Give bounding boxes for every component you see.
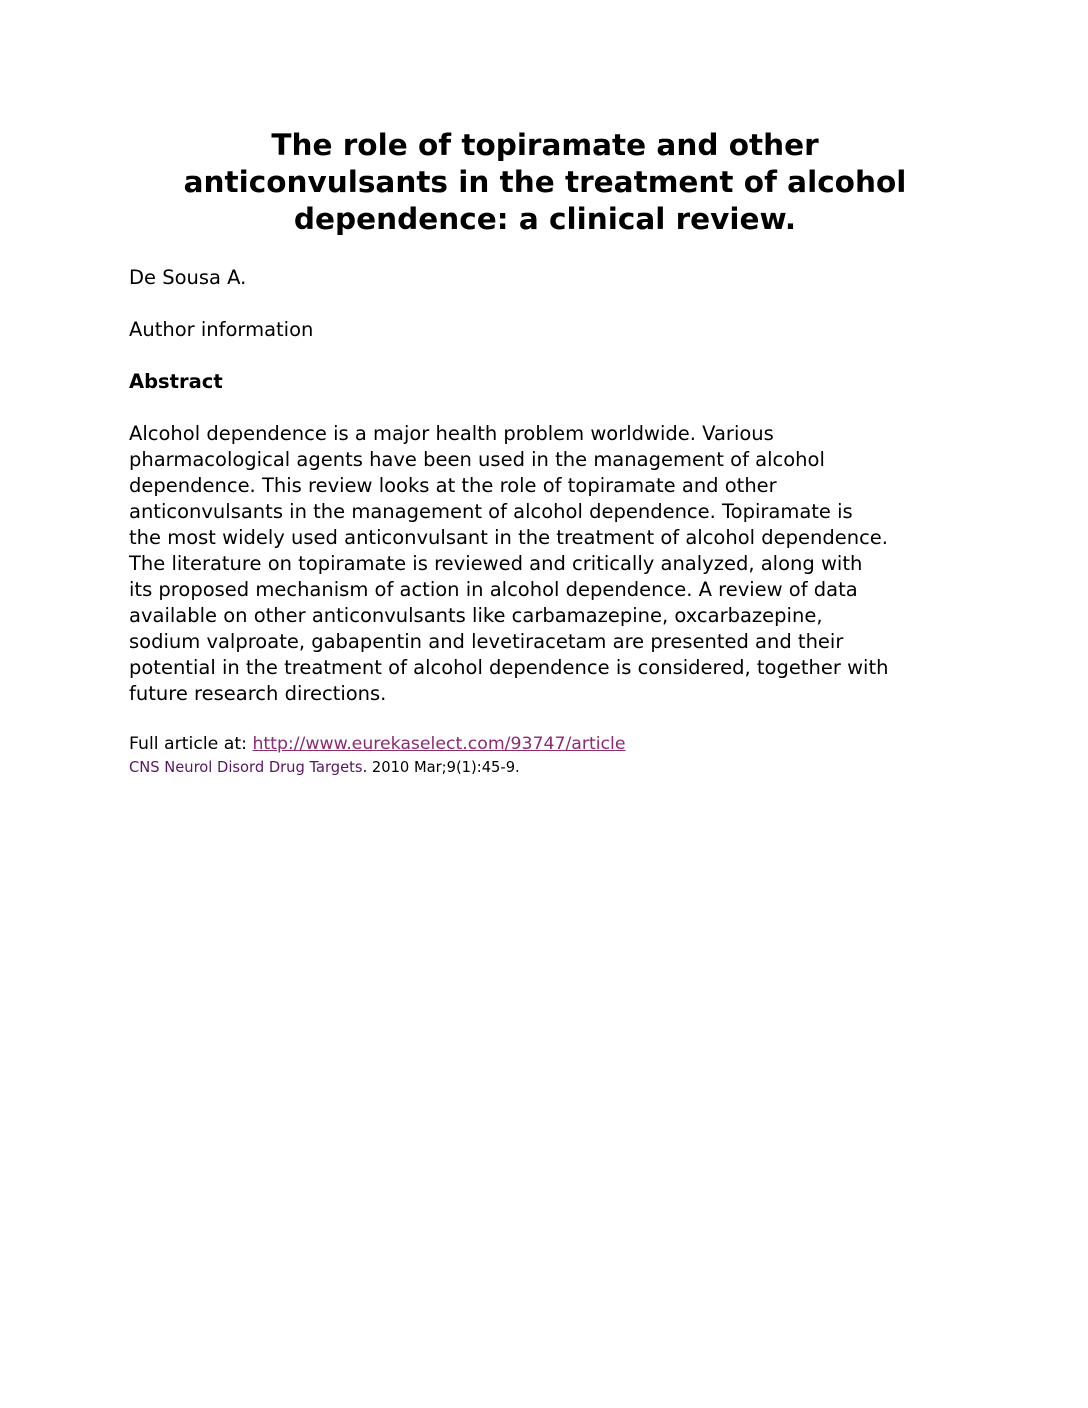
title-line: dependence: a clinical review. [293, 202, 797, 236]
full-article-line [129, 733, 626, 756]
full-article-label: Full article at: [129, 734, 247, 754]
abstract-line: future research directions. [129, 682, 387, 705]
author-name: De Sousa A. [129, 266, 247, 289]
citation-journal[interactable]: CNS Neurol Disord Drug Targets [129, 759, 363, 776]
citation-details: . 2010 Mar;9(1):45-9. [362, 759, 520, 776]
title-line: The role of topiramate and other [271, 128, 819, 162]
abstract-line: its proposed mechanism of action in alcohol dependence. A review of data [129, 578, 858, 601]
abstract-line: dependence. This review looks at the role of topiramate and other [129, 474, 777, 497]
citation-line [129, 758, 520, 778]
abstract-line: the most widely used anticonvulsant in the treatment of alcohol dependence. [129, 526, 889, 549]
author-information-label: Author information [129, 318, 314, 341]
abstract-line: potential in the treatment of alcohol dependence is considered, together with [129, 656, 889, 679]
abstract-line: Alcohol dependence is a major health problem worldwide. Various [129, 422, 774, 445]
abstract-heading: Abstract [129, 370, 223, 393]
article-title [150, 127, 940, 238]
abstract-line: sodium valproate, gabapentin and levetiracetam are presented and their [129, 630, 844, 653]
abstract-body [129, 421, 979, 707]
abstract-line: pharmacological agents have been used in the management of alcohol [129, 448, 825, 471]
abstract-line: available on other anticonvulsants like carbamazepine, oxcarbazepine, [129, 604, 823, 627]
full-article-link[interactable]: http://www.eurekaselect.com/93747/article [252, 734, 626, 754]
title-line: anticonvulsants in the treatment of alcohol [183, 165, 907, 199]
abstract-line: anticonvulsants in the management of alcohol dependence. Topiramate is [129, 500, 853, 523]
abstract-line: The literature on topiramate is reviewed and critically analyzed, along with [129, 552, 863, 575]
